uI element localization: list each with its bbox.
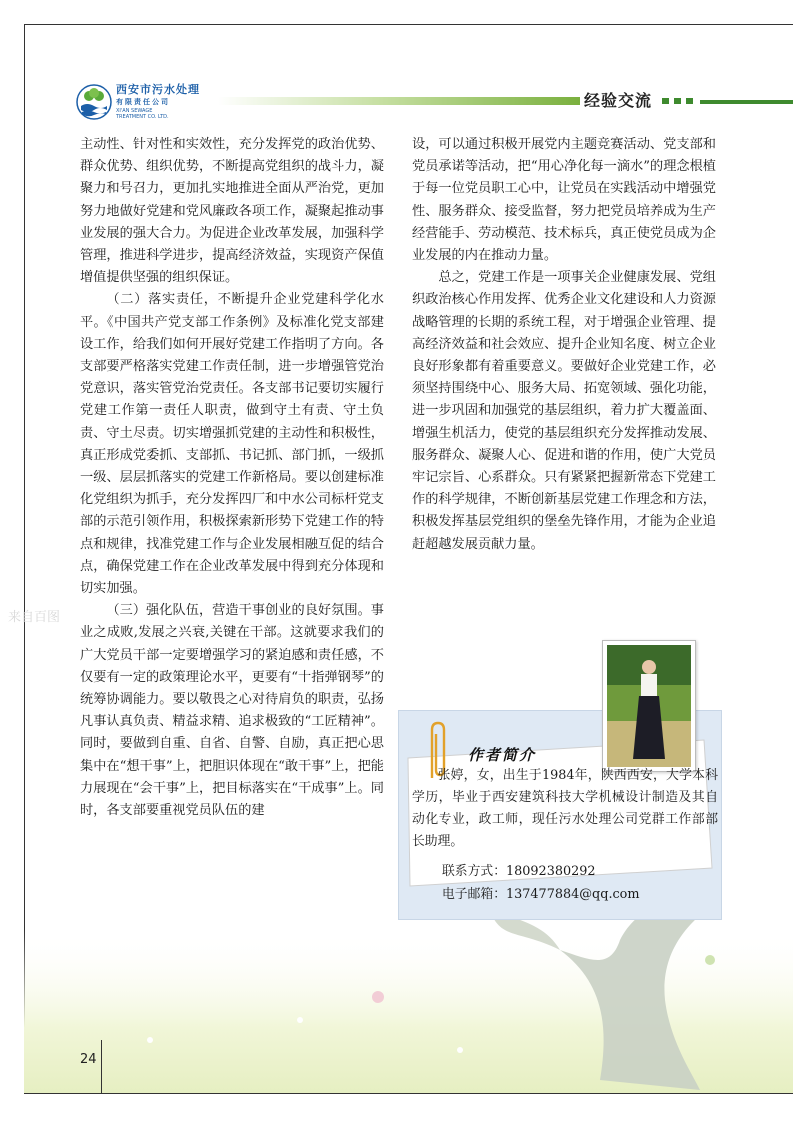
footer-divider	[101, 1040, 102, 1094]
author-phone: 联系方式：18092380292	[442, 864, 596, 879]
header-gradient-bar	[218, 97, 580, 105]
logo-english-line2: TREATMENT CO. LTD.	[116, 114, 169, 120]
author-bio-text: 张婷，女，出生于1984年，陕西西安，大学本科学历，毕业于西安建筑科技大学机械设计制造及其自动化专业，政工师，现任污水处理公司党群工作部部长助理。	[412, 768, 718, 849]
right-paragraph-2: 总之，党建工作是一项事关企业健康发展、党组织政治核心作用发挥、优秀企业文化建设和人力资源战略管理的长期的系统工程，对于增强企业管理、提高经济效益和社会效应、提升企业知名度、树立企业良好形象都有着重要意义。要做好企业党建工作，必须坚持围绕中心、服务大局、拓宽领域、强化功能，进一步巩固和加强党的基层组织，着力扩大覆盖面、增强生机活力，使党的基层组织充分发挥推动发展、服务群众、凝聚人心、促进和谐的作用，使广大党员牢记宗旨、心系群众。只有紧紧把握新常态下党建工作的科学规律，不断创新基层党建工作理念和方法，积极发挥基层党组织的堡垒先锋作用，才能为企业追赶超越发展贡献力量。	[412, 270, 716, 552]
left-paragraph-1: 主动性、针对性和实效性，充分发挥党的政治优势、群众优势、组织优势，不断提高党组织的战斗力，凝聚力和号召力，更加扎实地推进全面从严治党，更加努力地做好党建和党风廉政各项工作，凝聚起推动事业发展的强大合力。为促进企业改革发展，加强科学管理，推进科学进步，提高经济效益，实现资产保值增值提供坚强的组织保证。	[80, 137, 384, 286]
logo-chinese-subname: 有限责任公司	[116, 98, 170, 106]
footer-line	[24, 1093, 793, 1094]
right-paragraph-1: 设，可以通过积极开展党内主题竞赛活动、党支部和党员承诺等活动，把“用心净化每一滴水”的理念根植于每一位党员职工心中，让党员在实践活动中增强党性、服务群众、接受监督，努力把党员培养成为生产经营能手、劳动模范、技术标兵，真正使党员成为企业发展的内在推动力量。	[412, 137, 716, 264]
watermark-text: 来自百图	[8, 610, 61, 625]
header-square-3	[686, 98, 693, 104]
author-bio	[412, 765, 718, 853]
author-email: 电子邮箱：137477884@qq.com	[442, 887, 640, 902]
logo-english-line1: XI'AN SEWAGE	[116, 108, 153, 114]
header-line	[700, 100, 793, 104]
author-intro-title: 作者简介	[468, 746, 537, 764]
section-title: 经验交流	[584, 91, 653, 110]
left-paragraph-2: （二）落实责任，不断提升企业党建科学化水平。《中国共产党支部工作条例》及标准化党支部建设工作，给我们如何开展好党建工作指明了方向。各支部要严格落实党建工作责任制，进一步增强管党治党意识，落实管党治党责任。各支部书记要切实履行党建工作第一责任人职责，做到守土有责、守土负责、守土尽责。切实增强抓党建的主动性和积极性，真正形成党委抓、支部抓、书记抓、部门抓，一级抓一级、层层抓落实的党建工作新格局。要以创建标准化党组织为抓手，充分发挥四厂和中水公司标杆党支部的示范引领作用，积极探索新形势下党建工作的特点和规律，找准党建工作与企业发展相融互促的结合点，确保党建工作在企业改革发展中得到充分体现和切实加强。	[80, 292, 384, 597]
logo-chinese-name: 西安市污水处理	[116, 83, 200, 96]
author-photo-image	[603, 641, 695, 771]
header-square-2	[674, 98, 681, 104]
page-border-top	[24, 24, 793, 25]
logo-english-name	[116, 108, 169, 120]
left-text-column	[80, 134, 384, 822]
author-photo	[602, 640, 696, 772]
left-paragraph-3: （三）强化队伍，营造干事创业的良好氛围。事业之成败,发展之兴衰,关键在干部。这就要求我们的广大党员干部一定要增强学习的紧迫感和责任感，不仅要有一定的政策理论水平，更要有“十指弹钢琴”的统筹协调能力。要以敬畏之心对待肩负的职责，弘扬凡事认真负责、精益求精、追求极致的“工匠精神”。同时，要做到自重、自省、自警、自励，真正把心思集中在“想干事”上，把胆识体现在“敢干事”上，把能力展现在“会干事”上，把目标落实在“干成事”上。同时，各支部要重视党员队伍的建	[80, 603, 384, 819]
right-text-column	[412, 134, 716, 556]
page-number: 24	[80, 1052, 97, 1067]
header-square-1	[662, 98, 669, 104]
company-logo-icon	[76, 84, 112, 120]
